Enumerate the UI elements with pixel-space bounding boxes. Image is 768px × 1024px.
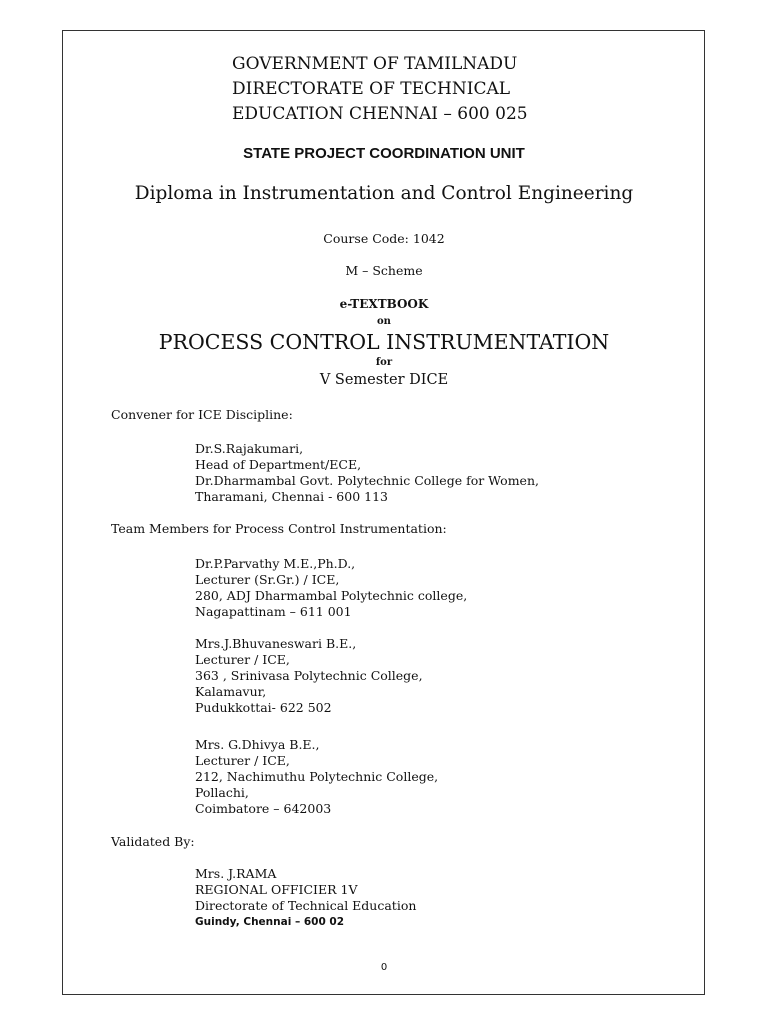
member-line: Pudukkottai- 622 502 bbox=[195, 700, 332, 715]
validated-label: Validated By: bbox=[111, 834, 195, 849]
course-code: Course Code: 1042 bbox=[323, 231, 445, 246]
validator-line: Directorate of Technical Education bbox=[195, 898, 417, 913]
etextbook-label: e-TEXTBOOK bbox=[339, 297, 429, 311]
convener-block bbox=[195, 441, 539, 505]
convener-line: Dr.Dharmambal Govt. Polytechnic College for Women, bbox=[195, 473, 539, 488]
convener-line: Head of Department/ECE, bbox=[195, 457, 362, 472]
member-line: 280, ADJ Dharmambal Polytechnic college, bbox=[195, 588, 468, 603]
for-label: for bbox=[375, 357, 393, 368]
page-number: 0 bbox=[380, 962, 388, 973]
scheme: M – Scheme bbox=[345, 263, 423, 278]
convener-line: Tharamani, Chennai - 600 113 bbox=[195, 489, 388, 504]
team-label: Team Members for Process Control Instrumentation: bbox=[111, 521, 447, 536]
convener-line: Dr.S.Rajakumari, bbox=[195, 441, 304, 456]
convener-label: Convener for ICE Discipline: bbox=[111, 407, 293, 422]
validator-address: Guindy, Chennai – 600 02 bbox=[195, 916, 345, 928]
member-line: Coimbatore – 642003 bbox=[195, 801, 332, 816]
validator-line: Mrs. J.RAMA bbox=[195, 866, 277, 881]
member-line: Mrs. G.Dhivya B.E., bbox=[195, 737, 320, 752]
semester: V Semester DICE bbox=[319, 372, 449, 388]
header-line-3: EDUCATION CHENNAI – 600 025 bbox=[232, 104, 528, 124]
validator-line: REGIONAL OFFICIER 1V bbox=[195, 882, 358, 897]
member-line: Dr.P.Parvathy M.E.,Ph.D., bbox=[195, 556, 356, 571]
member-line: Lecturer / ICE, bbox=[195, 753, 290, 768]
member-line: Lecturer (Sr.Gr.) / ICE, bbox=[195, 572, 340, 587]
on-label: on bbox=[377, 316, 391, 327]
team-member-1 bbox=[195, 556, 467, 620]
member-line: Kalamavur, bbox=[195, 684, 267, 699]
book-title: PROCESS CONTROL INSTRUMENTATION bbox=[158, 330, 610, 354]
validator-block bbox=[195, 866, 416, 930]
member-line: Mrs.J.Bhuvaneswari B.E., bbox=[195, 636, 357, 651]
member-line: Nagapattinam – 611 001 bbox=[195, 604, 352, 619]
unit-heading: STATE PROJECT COORDINATION UNIT bbox=[243, 145, 525, 162]
header-line-2: DIRECTORATE OF TECHNICAL bbox=[232, 79, 511, 99]
team-member-2 bbox=[195, 636, 423, 716]
page-border bbox=[62, 30, 705, 995]
team-member-3 bbox=[195, 737, 438, 817]
member-line: 363 , Srinivasa Polytechnic College, bbox=[195, 668, 423, 683]
header-line-1: GOVERNMENT OF TAMILNADU bbox=[232, 54, 518, 74]
member-line: Lecturer / ICE, bbox=[195, 652, 290, 667]
member-line: Pollachi, bbox=[195, 785, 249, 800]
member-line: 212, Nachimuthu Polytechnic College, bbox=[195, 769, 439, 784]
diploma-title: Diploma in Instrumentation and Control Engineering bbox=[134, 183, 634, 204]
